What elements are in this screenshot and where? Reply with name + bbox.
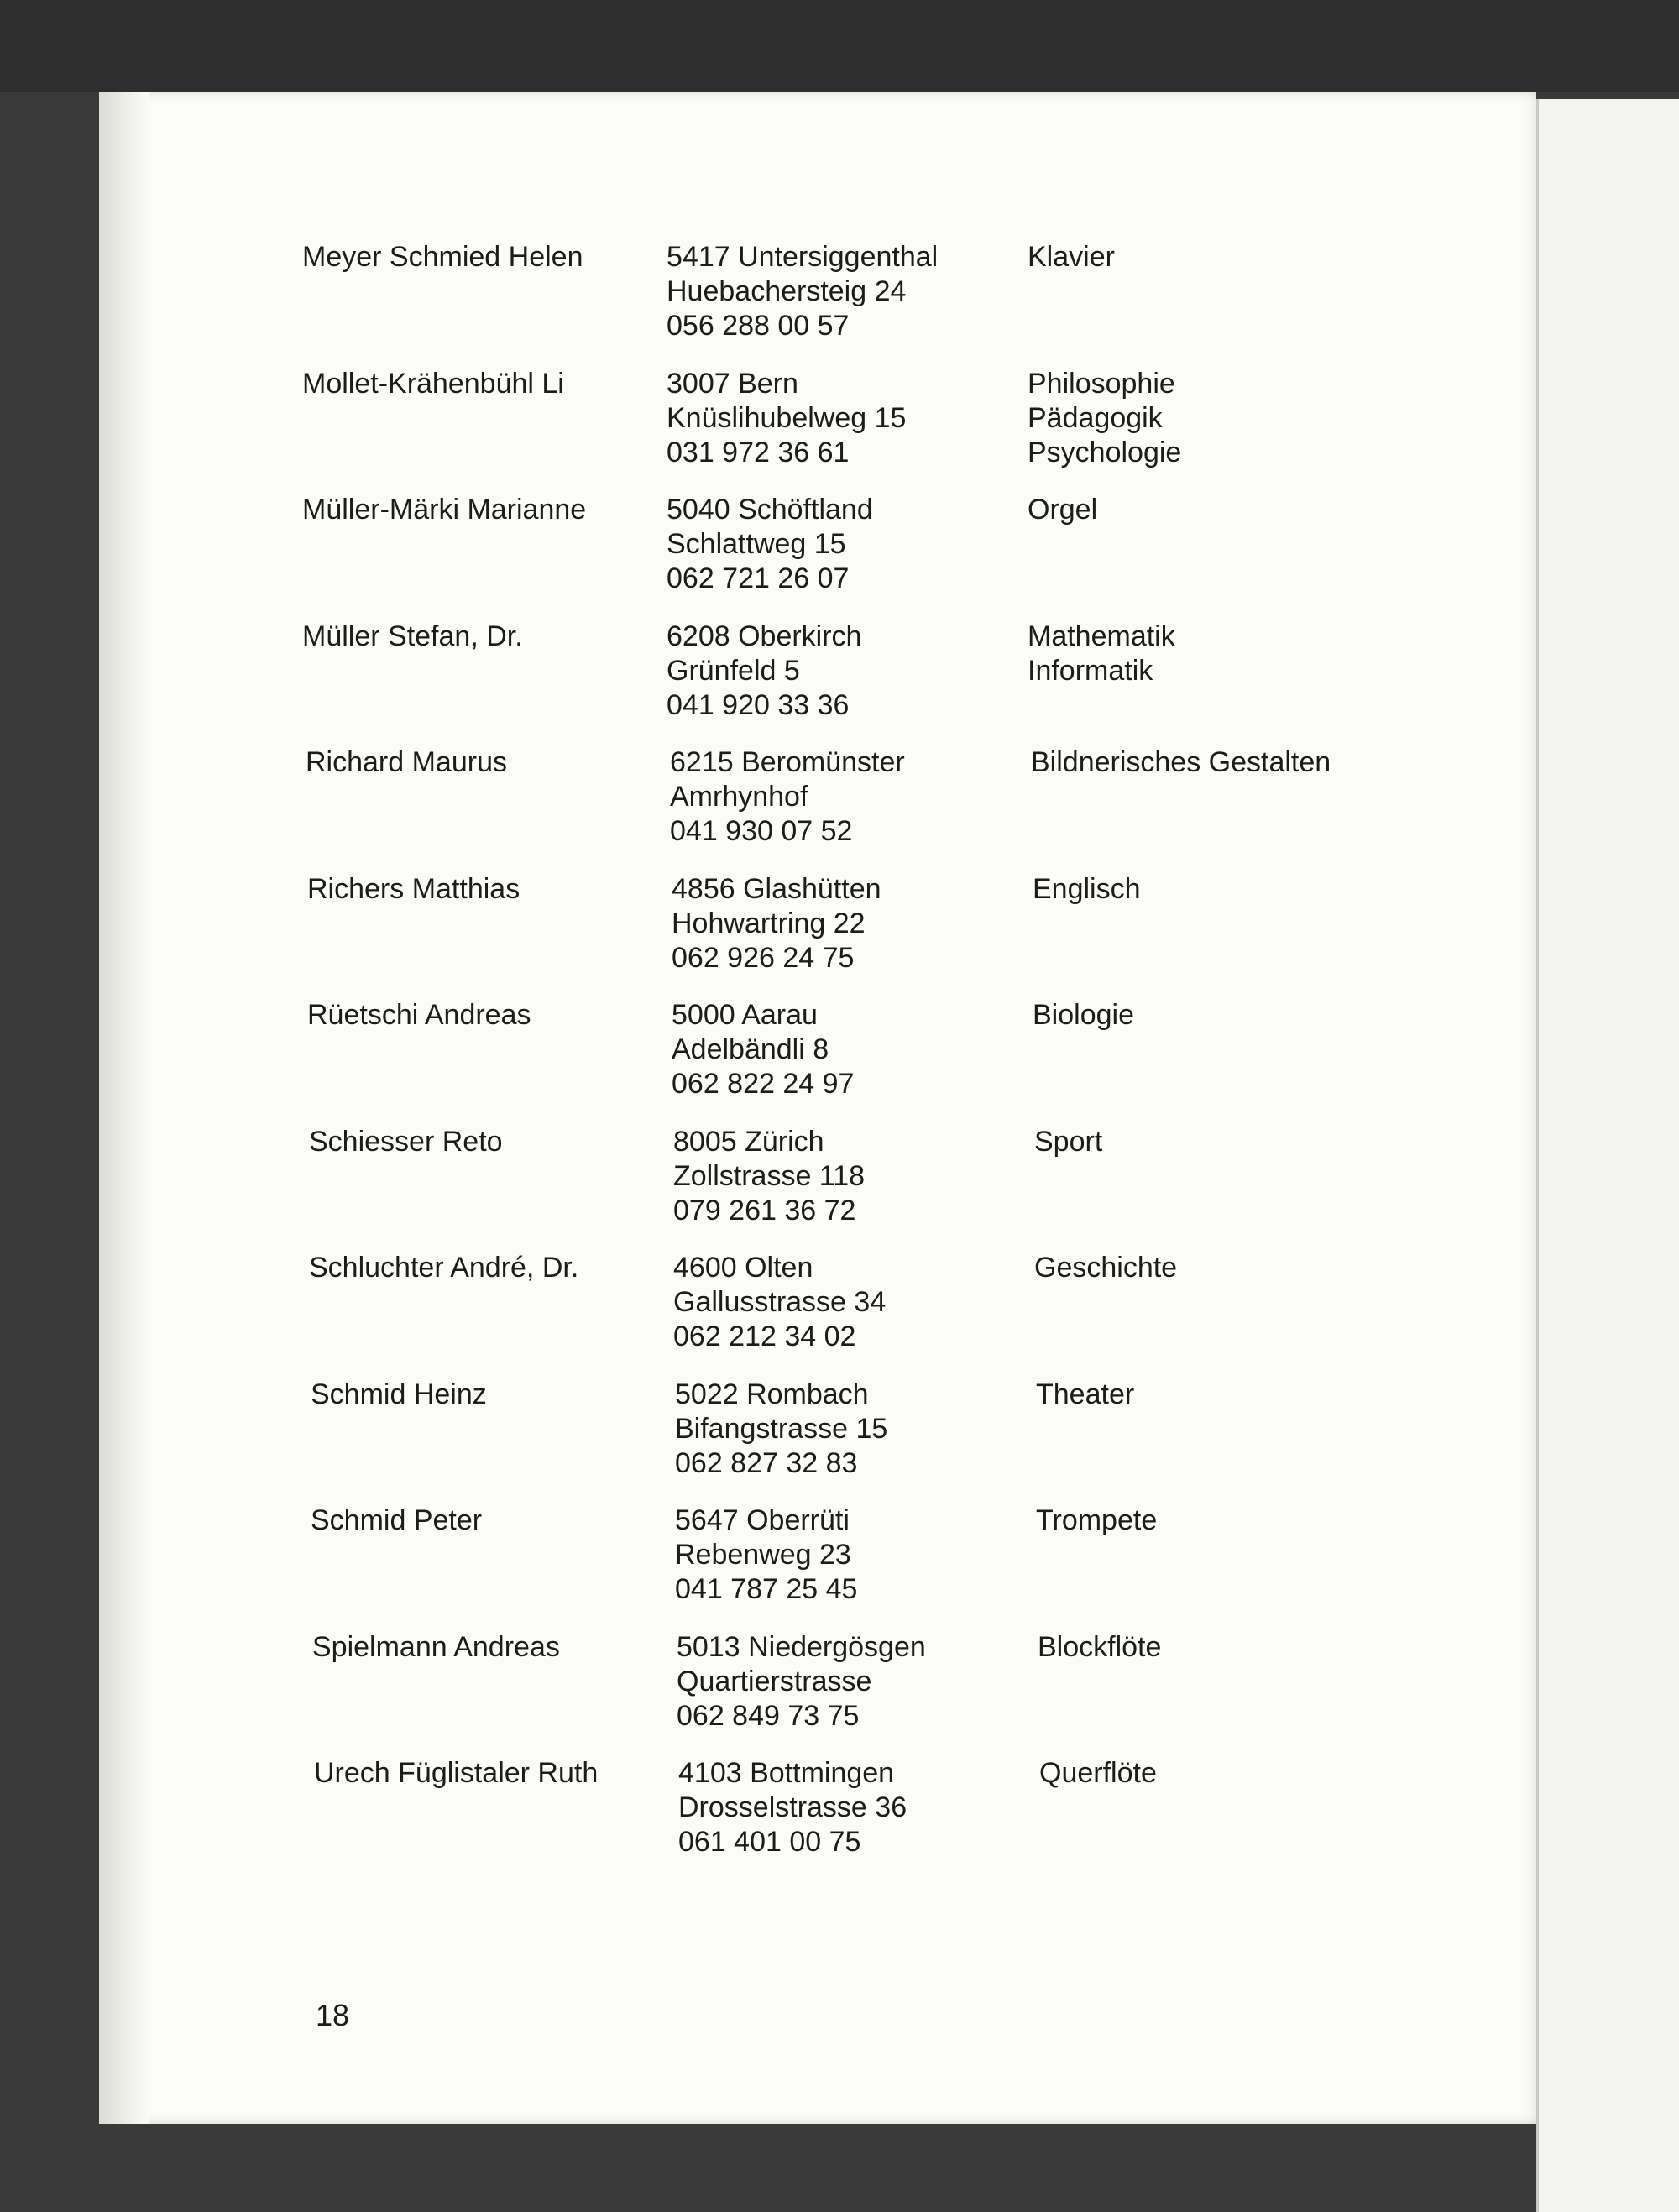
entry-address (667, 620, 861, 723)
entry-address-line: Huebachersteig 24 (667, 275, 907, 307)
entry-address-line: Quartierstrasse (677, 1666, 872, 1697)
entry-address-line: Amrhynhof (670, 781, 808, 813)
entry-subject: Informatik (1028, 655, 1153, 687)
entry-phone: 062 849 73 75 (677, 1700, 860, 1732)
entry-address-line: Adelbändli 8 (672, 1033, 829, 1065)
entry-address-line: Grünfeld 5 (667, 655, 800, 687)
entry-phone: 062 827 32 83 (675, 1447, 858, 1479)
entry-subjects (1028, 493, 1097, 527)
entry-phone: 031 972 36 61 (667, 437, 850, 468)
entry-address (667, 493, 873, 596)
entry-name: Meyer Schmied Helen (302, 241, 583, 273)
entry-address-line: 5417 Untersiggenthal (667, 241, 939, 273)
entry-name: Müller Stefan, Dr. (302, 620, 523, 652)
entry-address-line: 4856 Glashütten (672, 873, 881, 905)
entry-name: Schluchter André, Dr. (309, 1252, 579, 1284)
entry-address-line: Gallusstrasse 34 (673, 1286, 887, 1318)
entry-address-line: 5000 Aarau (672, 999, 818, 1031)
entry-subject: Blockflöte (1038, 1631, 1162, 1663)
entry-phone: 041 930 07 52 (670, 815, 853, 847)
entry-subject: Geschichte (1034, 1252, 1178, 1284)
entry-subject: Trompete (1036, 1504, 1158, 1536)
entry-address (672, 998, 854, 1101)
entry-phone: 079 261 36 72 (673, 1195, 856, 1226)
entry-subjects (1034, 1251, 1177, 1285)
entry-subjects (1028, 240, 1115, 275)
entry-address-line: 3007 Bern (667, 368, 798, 400)
entry-name: Schmid Heinz (311, 1378, 487, 1410)
entry-subject: Theater (1036, 1378, 1135, 1410)
entry-subject: Biologie (1033, 999, 1134, 1031)
entry-address (667, 367, 906, 470)
entry-address-line: 5647 Oberrüti (675, 1504, 850, 1536)
entry-address (675, 1503, 857, 1607)
entry-name: Urech Füglistaler Ruth (314, 1757, 599, 1789)
entry-name: Schmid Peter (311, 1504, 483, 1536)
entry-name: Mollet-Krähenbühl Li (302, 368, 564, 400)
entry-address (670, 745, 905, 849)
entry-subjects (1033, 998, 1134, 1033)
entry-address-line: 4103 Bottmingen (678, 1757, 895, 1789)
entry-subject: Psychologie (1028, 437, 1182, 468)
entry-phone: 062 822 24 97 (672, 1068, 855, 1100)
document-page (99, 92, 1536, 2124)
entry-subjects (1031, 745, 1331, 780)
entry-subject: Mathematik (1028, 620, 1175, 652)
entry-address-line: 5013 Niedergösgen (677, 1631, 926, 1663)
entry-subject: Englisch (1033, 873, 1141, 905)
entry-subject: Bildnerisches Gestalten (1031, 746, 1331, 778)
entry-subject: Orgel (1028, 494, 1098, 526)
entry-name: Richard Maurus (306, 746, 507, 778)
entry-phone: 041 787 25 45 (675, 1573, 858, 1605)
scan-background (0, 0, 1679, 92)
entry-subjects (1028, 367, 1181, 470)
entry-address-line: 6208 Oberkirch (667, 620, 862, 652)
entry-phone: 041 920 33 36 (667, 689, 850, 721)
entry-subject: Pädagogik (1028, 402, 1163, 434)
entry-address-line: 4600 Olten (673, 1252, 813, 1284)
entry-address-line: 5022 Rombach (675, 1378, 869, 1410)
entry-address (675, 1378, 887, 1481)
page-number: 18 (316, 1998, 350, 2032)
entry-address-line: Bifangstrasse 15 (675, 1413, 888, 1445)
entry-phone: 062 212 34 02 (673, 1320, 856, 1352)
page-binding-shadow (99, 92, 149, 2124)
entry-subjects (1033, 872, 1141, 907)
entry-address-line: Knüslihubelweg 15 (667, 402, 907, 434)
entry-name: Schiesser Reto (309, 1126, 503, 1158)
entry-phone: 062 721 26 07 (667, 562, 850, 594)
entry-name: Rüetschi Andreas (307, 999, 531, 1031)
entry-address-line: 5040 Schöftland (667, 494, 873, 526)
entry-phone: 062 926 24 75 (672, 942, 855, 974)
entry-subjects (1034, 1125, 1102, 1159)
entry-name: Spielmann Andreas (312, 1631, 560, 1663)
entry-address (672, 872, 881, 975)
entry-phone: 056 288 00 57 (667, 310, 850, 342)
entry-address (678, 1756, 907, 1859)
entry-subjects (1039, 1756, 1157, 1791)
entry-subject: Querflöte (1039, 1757, 1157, 1789)
entry-address-line: Rebenweg 23 (675, 1539, 851, 1571)
entry-address-line: Schlattweg 15 (667, 528, 846, 560)
entry-address (677, 1630, 926, 1734)
entry-subject: Philosophie (1028, 368, 1175, 400)
entry-address (673, 1125, 865, 1228)
entry-subjects (1036, 1503, 1157, 1538)
entry-subject: Klavier (1028, 241, 1115, 273)
entry-subject: Sport (1034, 1126, 1103, 1158)
entry-address (667, 240, 938, 343)
entry-address-line: Hohwartring 22 (672, 907, 866, 939)
entry-subjects (1028, 620, 1175, 688)
entry-name: Richers Matthias (307, 873, 520, 905)
entry-address-line: 6215 Beromünster (670, 746, 905, 778)
entry-name: Müller-Märki Marianne (302, 494, 587, 526)
facing-page-edge (1536, 99, 1679, 2212)
entry-subjects (1036, 1378, 1134, 1412)
entry-address-line: Drosselstrasse 36 (678, 1791, 907, 1823)
entry-address (673, 1251, 886, 1354)
entry-subjects (1038, 1630, 1161, 1665)
entry-phone: 061 401 00 75 (678, 1826, 861, 1858)
entry-address-line: 8005 Zürich (673, 1126, 824, 1158)
entry-address-line: Zollstrasse 118 (673, 1160, 866, 1192)
